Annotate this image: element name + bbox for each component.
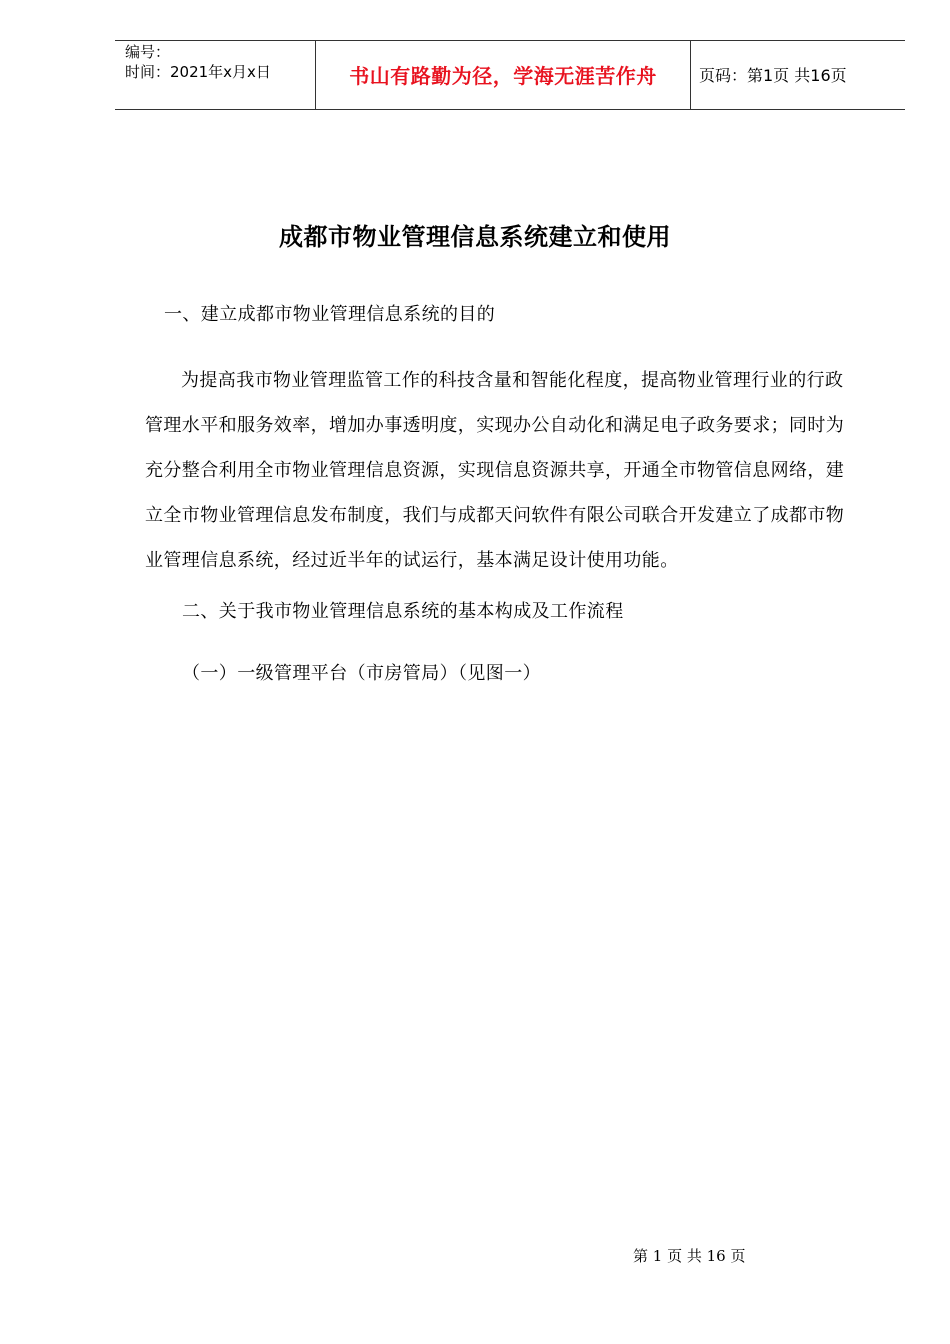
header-page-info: 页码：第1页 共16页 [699, 66, 847, 85]
page-header [115, 40, 905, 110]
page-footer: 第 1 页 共 16 页 [633, 1247, 746, 1265]
document-number-label: 编号： [125, 43, 171, 61]
paragraph-line: 充分整合利用全市物业管理信息资源，实现信息资源共享，开通全市物管信息网络，建 [145, 460, 845, 481]
document-title: 成都市物业管理信息系统建立和使用 [279, 222, 671, 251]
paragraph-line: 立全市物业管理信息发布制度，我们与成都天问软件有限公司联合开发建立了成都市物 [145, 505, 845, 526]
header-meta-cell [115, 41, 315, 109]
paragraph-line: 为提高我市物业管理监管工作的科技含量和智能化程度，提高物业管理行业的行政 [181, 370, 844, 391]
paragraph-line: 业管理信息系统，经过近半年的试运行，基本满足设计使用功能。 [145, 550, 679, 571]
section-2-heading: 二、关于我市物业管理信息系统的基本构成及工作流程 [182, 601, 624, 622]
header-page-cell [690, 41, 905, 109]
section-1-paragraph [145, 358, 873, 583]
section-1-heading: 一、建立成都市物业管理信息系统的目的 [164, 304, 496, 325]
document-date-label: 时间：2021年x月x日 [125, 63, 271, 81]
header-motto-cell [315, 41, 691, 109]
subsection-1-heading: （一）一级管理平台（市房管局）（见图一） [182, 663, 541, 684]
header-motto: 书山有路勤为径，学海无涯苦作舟 [349, 64, 657, 88]
paragraph-line: 管理水平和服务效率，增加办事透明度，实现办公自动化和满足电子政务要求；同时为 [145, 415, 845, 436]
